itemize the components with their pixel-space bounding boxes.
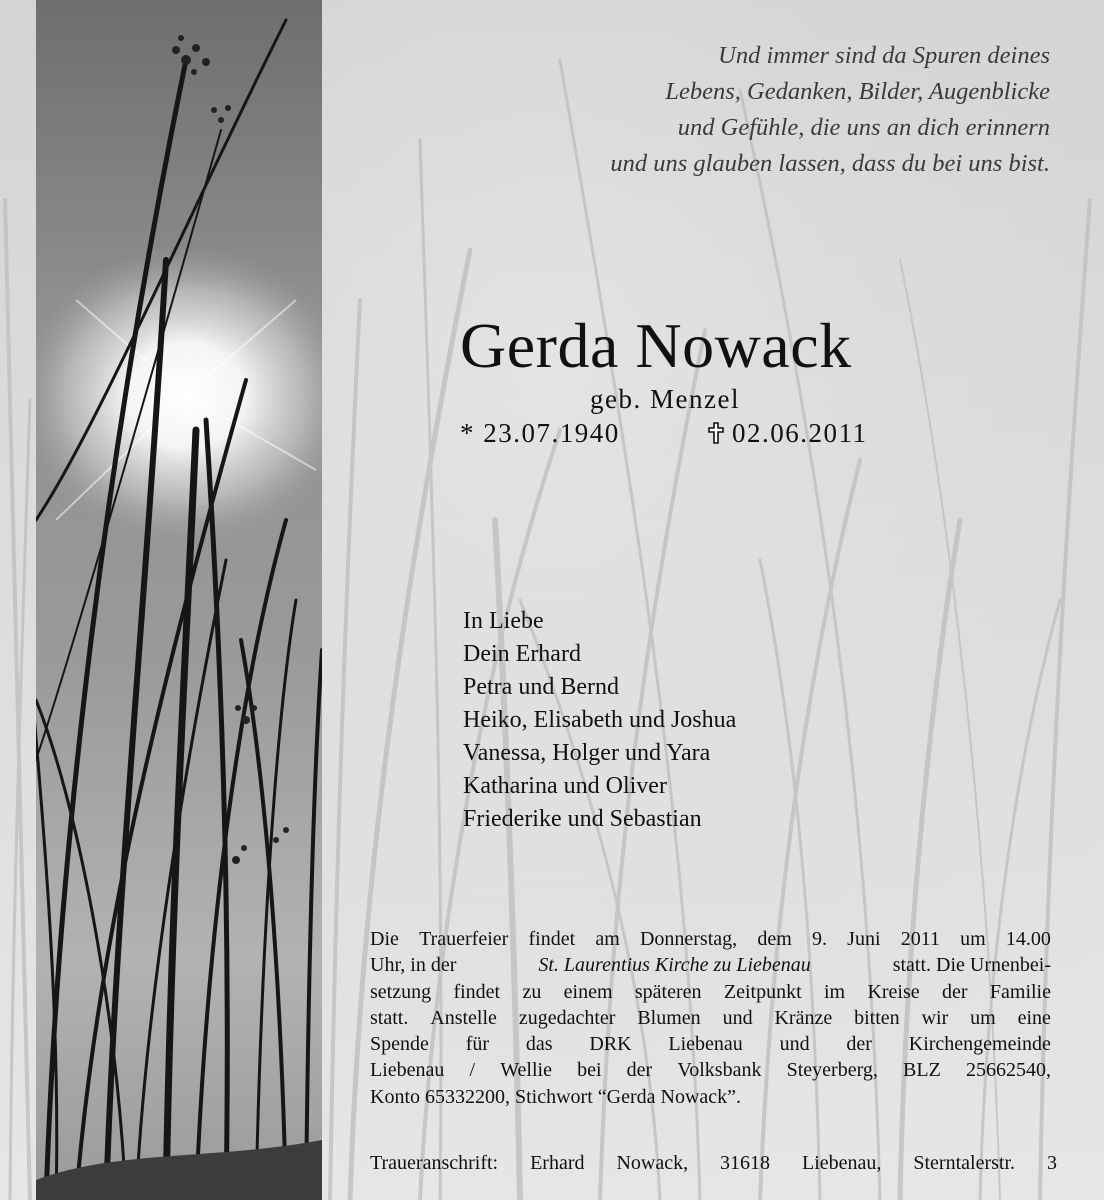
word: für — [465, 1033, 490, 1056]
word: zugedachter — [518, 1006, 616, 1029]
word: 14.00 — [1005, 928, 1051, 950]
word: Volksbank — [677, 1059, 762, 1082]
word: 3 — [1046, 1152, 1057, 1174]
mourner-line: Petra und Bernd — [463, 674, 619, 700]
word: um — [970, 1006, 996, 1029]
death-date-group — [708, 418, 868, 449]
quote-line: Lebens, Gedanken, Bilder, Augenblicke — [665, 78, 1050, 105]
word: Familie — [989, 980, 1051, 1003]
word: wir — [921, 1006, 949, 1029]
mourner-line: Friederike und Sebastian — [463, 806, 702, 832]
word: Kreise — [867, 980, 920, 1003]
word: 2011 — [900, 928, 940, 950]
word: das — [525, 1033, 553, 1056]
word: findet — [453, 980, 501, 1003]
word: Anstelle — [430, 1006, 497, 1029]
word: Kirchengemeinde — [908, 1033, 1051, 1056]
funeral-notice — [370, 926, 1051, 1110]
word: Zeitpunkt — [723, 980, 802, 1003]
word: zu — [522, 980, 542, 1003]
word: Sterntalerstr. — [913, 1152, 1015, 1174]
notice-line — [370, 952, 1051, 978]
mourning-address — [370, 1152, 1057, 1175]
mourner-line: In Liebe — [463, 608, 544, 634]
notice-line: Konto 65332200, Stichwort “Gerda Nowack”. — [370, 1085, 742, 1108]
quote-line: und Gefühle, die uns an dich erinnern — [677, 114, 1050, 141]
word: im — [823, 980, 846, 1003]
memorial-quote — [430, 38, 1050, 182]
word: der — [942, 980, 968, 1003]
notice-line — [370, 1005, 1051, 1031]
death-date: 02.06.2011 — [732, 418, 868, 448]
funeral-location: St. Laurentius Kirche zu Liebenau — [538, 954, 811, 977]
word: 25662540, — [965, 1059, 1051, 1082]
word: und — [722, 1006, 753, 1029]
word: um — [960, 928, 986, 950]
word: Liebenau — [370, 1059, 445, 1082]
word: bei — [577, 1059, 602, 1082]
word: Donnerstag, — [639, 928, 738, 950]
word: Liebenau — [668, 1033, 743, 1056]
word: der — [846, 1033, 872, 1056]
mourner-line: Vanessa, Holger und Yara — [463, 740, 711, 766]
word: statt. — [370, 1006, 409, 1029]
word: Nowack, — [616, 1152, 689, 1174]
quote-line: Und immer sind da Spuren deines — [718, 42, 1050, 69]
word: der — [626, 1059, 653, 1082]
word: am — [595, 928, 620, 950]
word: Juni — [847, 928, 881, 950]
mourner-line: Dein Erhard — [463, 641, 581, 667]
mourner-line: Heiko, Elisabeth und Joshua — [463, 707, 737, 733]
word: Steyerberg, — [786, 1059, 878, 1082]
notice-line — [370, 926, 1051, 952]
notice-line — [370, 1031, 1051, 1057]
word: Wellie — [500, 1059, 552, 1082]
mourner-line: Katharina und Oliver — [463, 773, 667, 799]
word: bitten — [854, 1006, 900, 1029]
word: dem — [757, 928, 792, 950]
word: eine — [1017, 1006, 1051, 1029]
word: DRK — [589, 1033, 632, 1056]
grass-sunlight-photo — [36, 0, 322, 1200]
maiden-name: geb. Menzel — [590, 384, 740, 414]
word: Spende — [370, 1033, 429, 1056]
word: Kränze — [774, 1006, 833, 1029]
word: 9. — [811, 928, 827, 950]
word: findet — [528, 928, 576, 950]
word: Traueranschrift: — [370, 1152, 499, 1174]
quote-line: und uns glauben lassen, dass du bei uns bist. — [610, 150, 1050, 177]
word: Blumen — [637, 1006, 701, 1029]
word: und — [779, 1033, 810, 1056]
notice-line — [370, 1057, 1051, 1083]
latin-cross-icon — [708, 422, 724, 444]
word: Liebenau, — [802, 1152, 882, 1174]
birth-date: * 23.07.1940 — [460, 418, 620, 448]
word: setzung — [370, 980, 432, 1003]
notice-text: Uhr, in der — [370, 954, 457, 977]
word: einem — [563, 980, 613, 1003]
notice-text: statt. Die Urnenbei- — [892, 954, 1051, 977]
word: Erhard — [530, 1152, 585, 1174]
word: späteren — [634, 980, 702, 1003]
word: / — [469, 1059, 476, 1082]
deceased-name: Gerda Nowack — [460, 310, 852, 381]
mourners-list — [463, 605, 736, 836]
notice-line — [370, 979, 1051, 1005]
word: BLZ — [903, 1059, 941, 1082]
word: Trauerfeier — [419, 928, 509, 950]
word: 31618 — [720, 1152, 771, 1174]
word: Die — [370, 928, 399, 950]
